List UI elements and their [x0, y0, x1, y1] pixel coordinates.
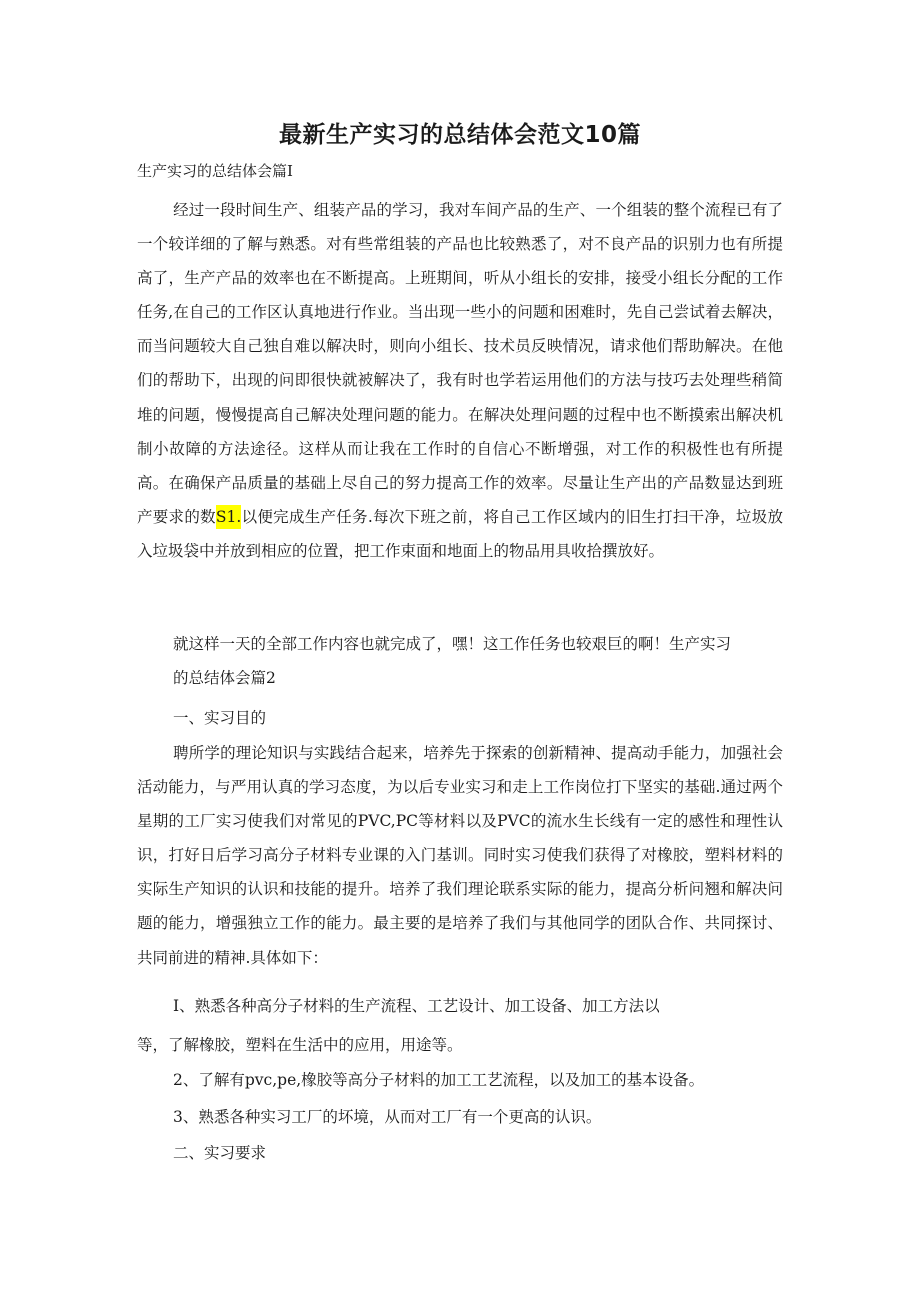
paragraph-3-text: 聘所学的理论知识与实践结合起来，培养先于探索的创新精神、提高动手能力，加强社会活动能力，与严用认真的学习态度，为以后专业实习和走上工作岗位打下坚实的基础.通过两个星期的工厂实习使我们对常见的PVC,PC等材料以及PVC的流水生长线有一定的感性和理性认识，打好日后学习高分子材料专业课的入门基训。同时实习使我们获得了对橡胶，塑料材料的实际生产知识的认识和技能的提升。培养了我们理论联系实际的能力，提高分析问翘和解决问题的能力，增强独立工作的能力。最主要的是培养了我们与其他同学的团队合作、共同探讨、共同前进的精神.具体如下：: [137, 744, 783, 967]
paragraph-1: [137, 193, 783, 568]
list-item-3: 3、熟悉各种实习工厂的坏境，从而对工厂有一个更高的认识。: [173, 1108, 602, 1126]
list-item-2: 2、了解有pvc,pe,橡胶等高分子材料的加工工艺流程，以及加工的基本设备。: [173, 1071, 705, 1089]
list-item-1-line-2: 等，了解橡胶，塑料在生活中的应用，用途等。: [137, 1036, 463, 1054]
document-title: 最新生产实习的总结体会范文10篇: [278, 122, 641, 148]
list-item-1-line-1: I、熟悉各种高分子材料的生产流程、工艺设计、加工设备、加工方法以: [173, 997, 660, 1015]
heading-requirements: 二、实习要求: [173, 1144, 267, 1162]
paragraph-1-text: 经过一段时间生产、组装产品的学习，我对车间产品的生产、一个组装的整个流程已有了一个较详细的了解与熟悉。对有些常组装的产品也比较熟悉了，对不良产品的识别力也有所提高了，生产产品的效率也在不断提高。上班期间，听从小组长的安排，接受小组长分配的工作任务,在自己的工作区认真地进行作业。当出现一些小的问题和困难时，先自己尝试着去解决，而当问题较大自己独自难以解决时，则向小组长、技术员反映情况，请求他们帮助解决。在他们的帮助下，出现的问即很快就被解决了，我有时也学若运用他们的方法与技巧去处理些稍简堆的问题，慢慢提高自己解决处理问题的能力。在解决处理问题的过程中也不断摸索出解决机制小故障的方法途径。这样从而让我在工作时的自信心不断增强，对工作的积极性也有所提高。在确保产品质量的基础上尽自己的努力提高工作的效率。尽量让生产出的产品数显达到班产要求的数: [137, 201, 783, 526]
paragraph-2-line-1: 就这样一天的全部工作内容也就完成了，嘿！这工作任务也较艰巨的啊！生产实习: [173, 635, 732, 653]
paragraph-3: [137, 736, 783, 975]
section-heading-2: 的总结体会篇2: [173, 669, 276, 687]
paragraph-1-text-end: 以便完成生产任务.每次下班之前，将自己工作区域内的旧生打扫干净，垃圾放入垃圾袋中并放到相应的位置，把工作束面和地面上的物品用具收拾撰放好。: [137, 507, 783, 560]
heading-purpose: 一、实习目的: [173, 709, 267, 727]
highlighted-text: S1.: [216, 505, 241, 529]
section-heading-1: 生产实习的总结体会篇I: [137, 162, 293, 180]
